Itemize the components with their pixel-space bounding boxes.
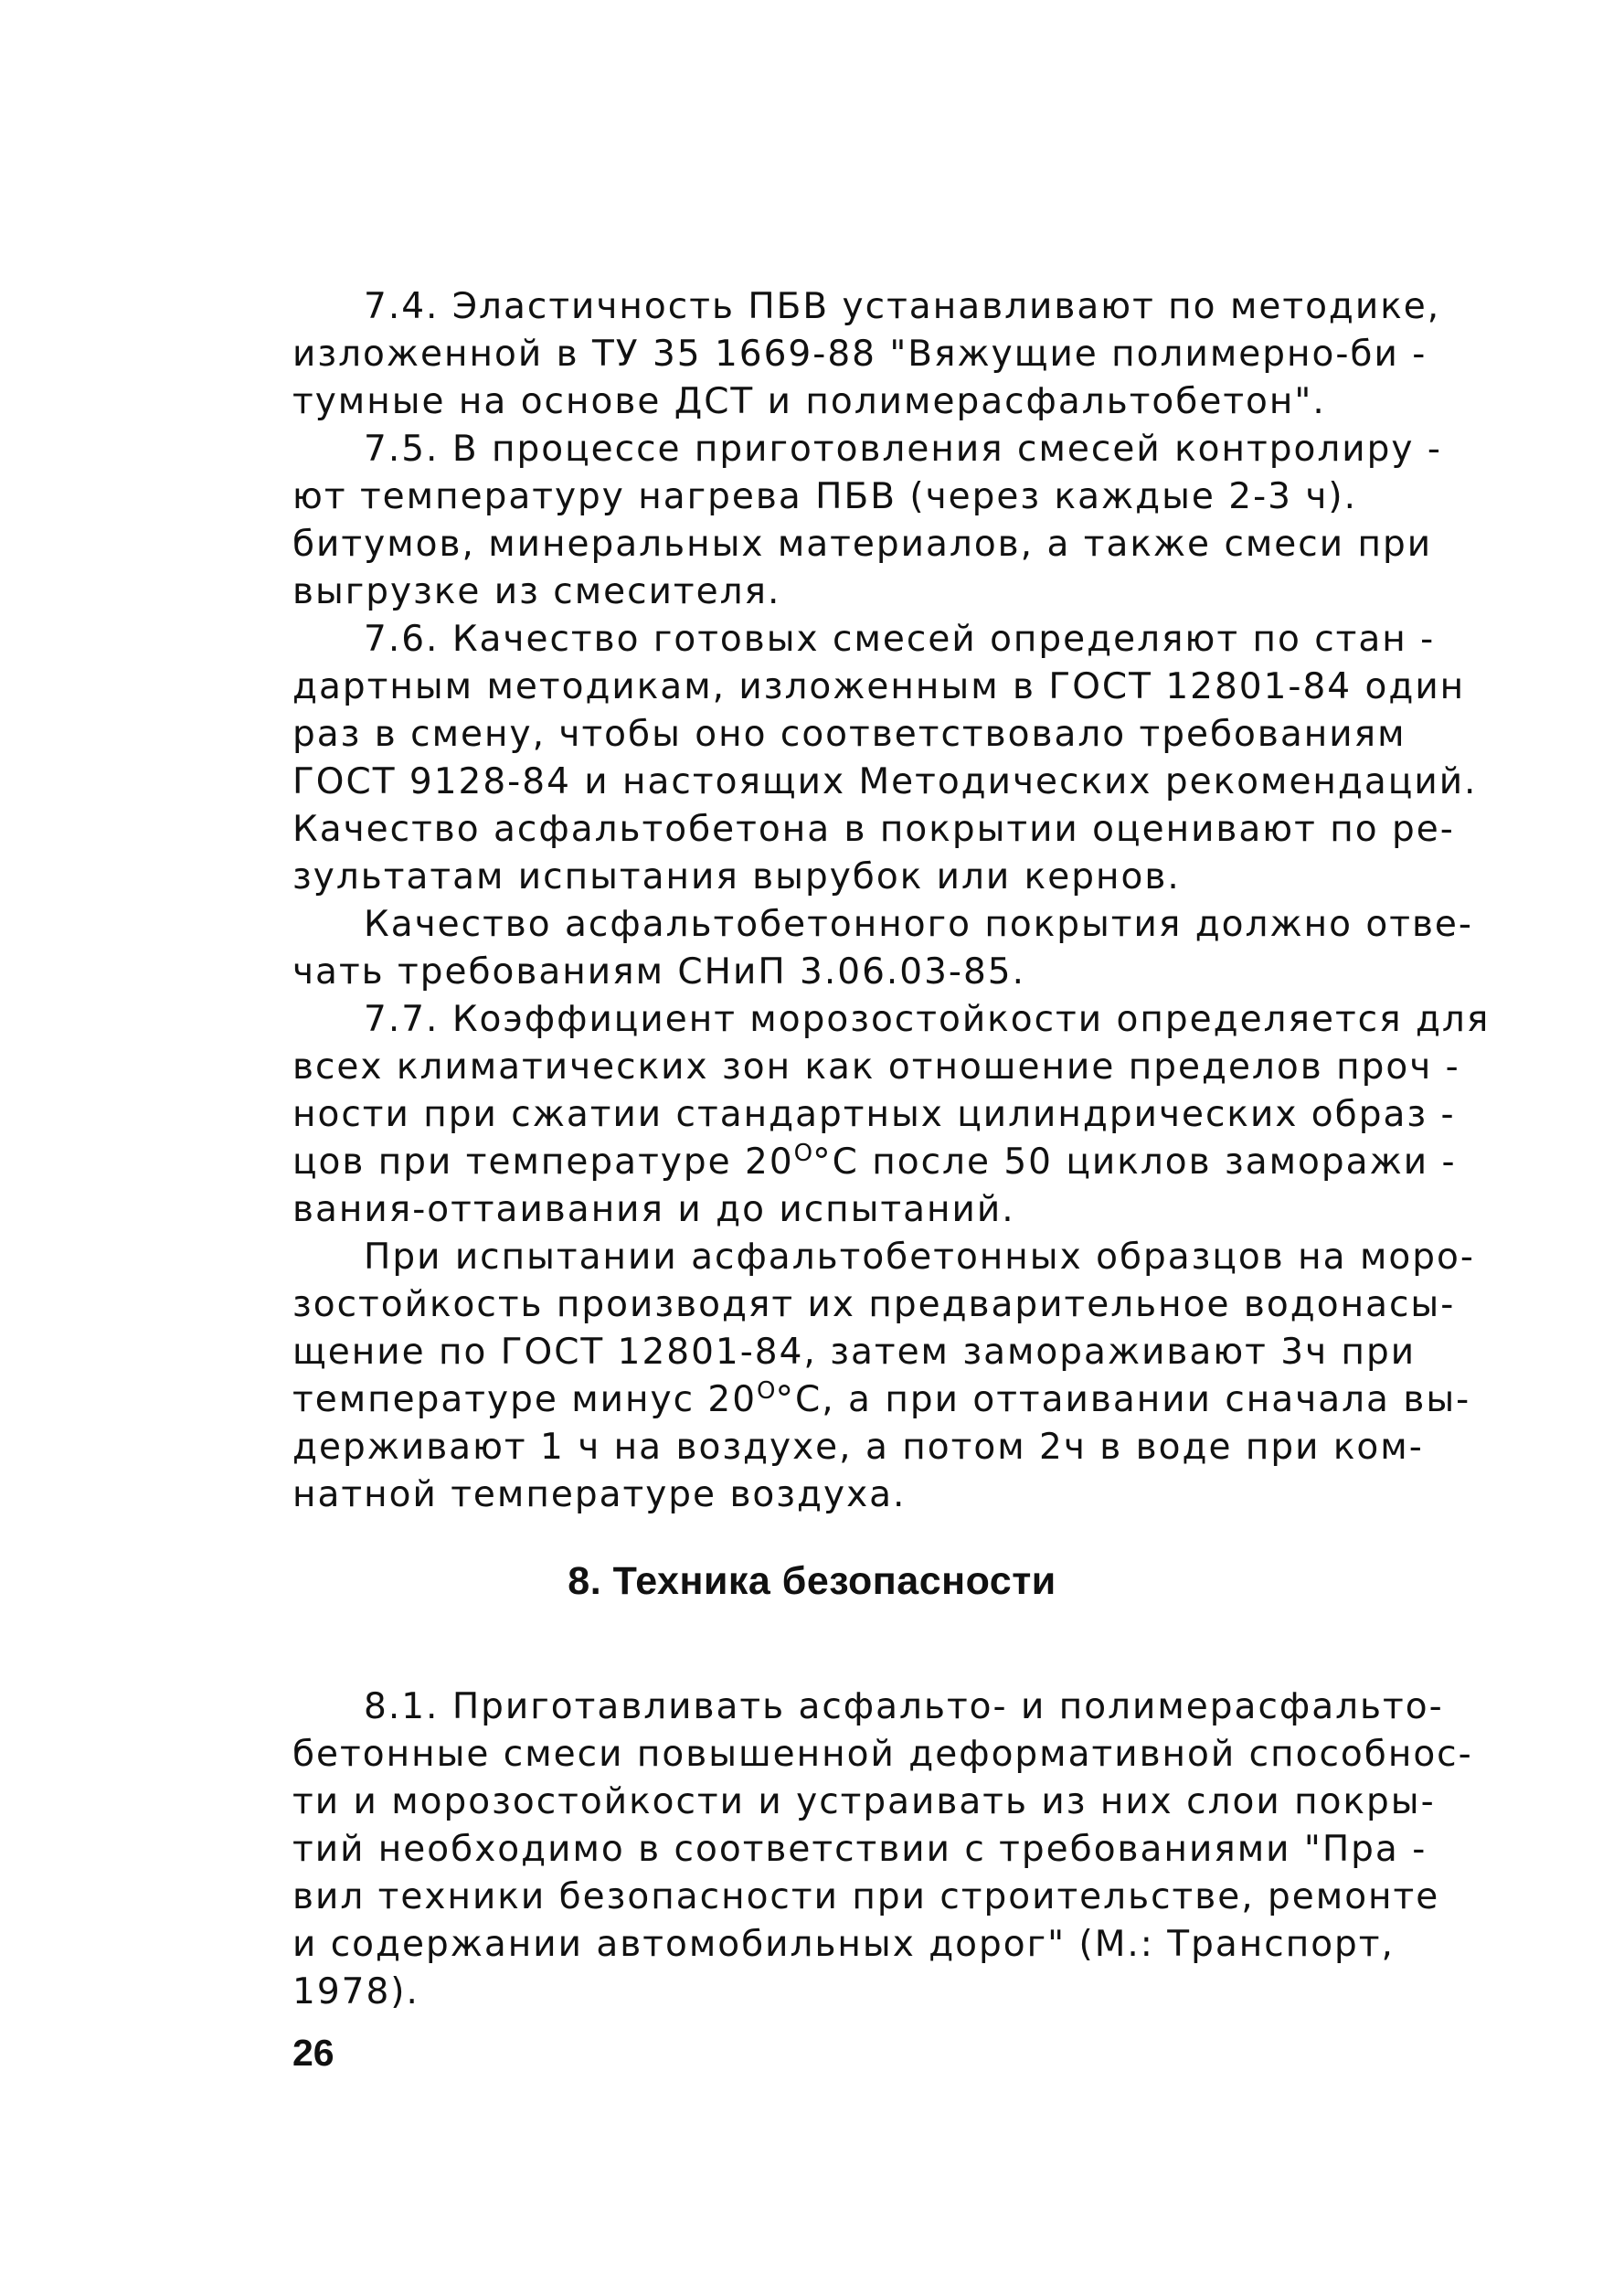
section-8-body: [292, 1683, 1517, 2016]
text-line: битумов, минеральных материалов, а также смеси при: [292, 524, 1433, 565]
text-line: держивают 1 ч на воздухе, а потом 2ч в воде при ком-: [292, 1427, 1424, 1468]
text-line: Качество асфальтобетона в покрытии оценивают по ре-: [292, 809, 1455, 850]
text-line: ности при сжатии стандартных цилиндрических образ -: [292, 1094, 1456, 1135]
text-line: [292, 1376, 1517, 1424]
text-line: 7.5. В процессе приготовления смесей контролиру -: [364, 429, 1442, 470]
section-8-heading: 8. Техника безопасности: [568, 1559, 1056, 1603]
text-line: натной температуре воздуха.: [292, 1474, 907, 1515]
text-line: выгрузке из смесителя.: [292, 571, 781, 612]
text-line: бетонные смеси повышенной деформативной способнос-: [292, 1734, 1473, 1775]
superscript-o: O: [757, 1377, 776, 1405]
text-line: дартным методикам, изложенным в ГОСТ 12801-84 один: [292, 666, 1466, 707]
text-line: ГОСТ 9128-84 и настоящих Методических рекомендаций.: [292, 761, 1478, 802]
section-7-body: [292, 283, 1517, 1519]
text-fragment: °С после 50 циклов заморажи -: [812, 1142, 1457, 1183]
text-line: ти и морозостойкости и устраивать из них слои покры-: [292, 1781, 1436, 1822]
text-line: всех климатических зон как отношение пределов проч -: [292, 1046, 1460, 1088]
text-line: вил техники безопасности при строительстве, ремонте: [292, 1876, 1440, 1917]
text-line: щение по ГОСТ 12801-84, затем замораживают 3ч при: [292, 1332, 1417, 1373]
text-line: раз в смену, чтобы оно соответствовало требованиям: [292, 714, 1406, 755]
text-line: 7.4. Эластичность ПБВ устанавливают по методике,: [364, 286, 1441, 327]
page-number: 26: [292, 2032, 334, 2074]
text-line: вания-оттаивания и до испытаний.: [292, 1189, 1015, 1230]
superscript-o: O: [793, 1140, 813, 1167]
text-line: зультатам испытания вырубок или кернов.: [292, 856, 1181, 897]
text-line: и содержании автомобильных дорог" (М.: Транспорт,: [292, 1924, 1395, 1965]
text-line: изложенной в ТУ 35 1669-88 "Вяжущие полимерно-би -: [292, 334, 1428, 375]
text-fragment: цов при температуре 20: [292, 1142, 794, 1183]
text-line: При испытании асфальтобетонных образцов на моро-: [364, 1237, 1475, 1278]
text-line: зостойкость производят их предварительное водонасы-: [292, 1284, 1456, 1325]
text-fragment: температуре минус 20: [292, 1379, 758, 1420]
text-line: 8.1. Приготавливать асфальто- и полимерасфальто-: [364, 1686, 1444, 1727]
text-line: 1978).: [292, 1971, 419, 2012]
text-line: [292, 1139, 1517, 1186]
text-line: Качество асфальтобетонного покрытия должно отве-: [364, 904, 1473, 945]
text-line: тий необходимо в соответствии с требованиями "Пра -: [292, 1829, 1428, 1870]
text-line: 7.6. Качество готовых смесей определяют по стан -: [364, 619, 1436, 660]
text-line: тумные на основе ДСТ и полимерасфальтобетон".: [292, 381, 1326, 422]
text-line: чать требованиям СНиП 3.06.03-85.: [292, 951, 1026, 993]
text-fragment: °С, а при оттаивании сначала вы-: [775, 1379, 1471, 1420]
text-line: 7.7. Коэффициент морозостойкости определяется для: [364, 999, 1491, 1040]
text-line: ют температуру нагрева ПБВ (через каждые 2-3 ч).: [292, 476, 1358, 517]
